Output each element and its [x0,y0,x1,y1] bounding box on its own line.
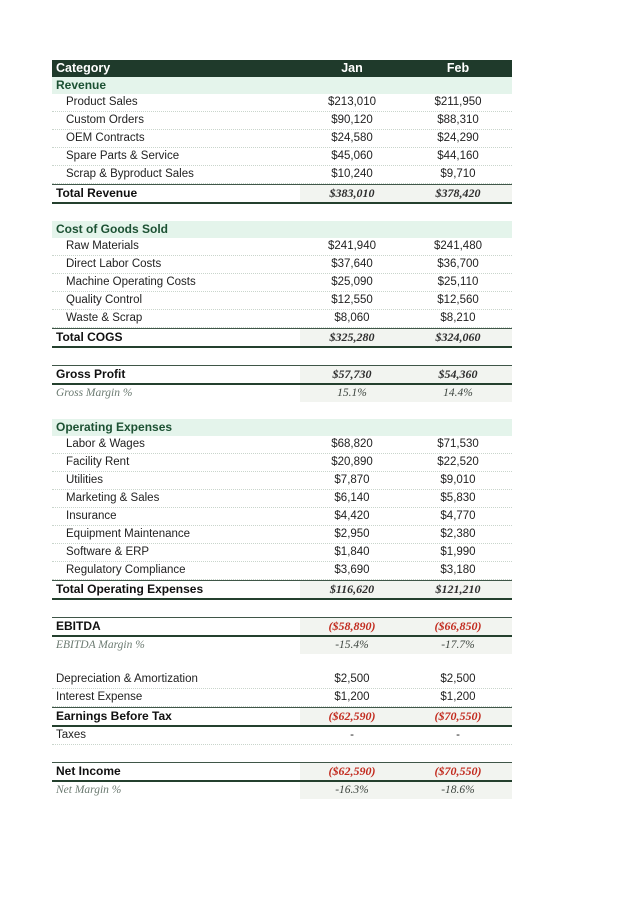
table-row [52,385,512,402]
feb-value-cell: $211,950 [434,96,482,108]
table-row [52,221,512,238]
row-label: Equipment Maintenance [66,528,191,540]
jan-value-cell: $1,200 [334,691,370,703]
row-label: Regulatory Compliance [66,564,186,576]
row-label: Gross Profit [56,367,126,381]
row-label: Taxes [56,729,87,741]
jan-value-cell: $325,280 [300,329,404,346]
feb-value-cell: $1,200 [440,691,476,703]
row-label: Total COGS [56,330,123,344]
spacer-row [52,402,512,419]
feb-value-cell: -18.6% [404,782,512,799]
table-header-row [52,60,512,77]
table-row [52,328,512,348]
jan-value-cell: -15.4% [300,637,404,654]
table-row [52,689,512,707]
feb-value-cell: -17.7% [404,637,512,654]
jan-value-cell: $8,060 [334,312,370,324]
row-label: Operating Expenses [56,420,173,434]
jan-value-cell: ($62,590) [300,763,404,780]
spacer-row [52,348,512,365]
table-row [52,419,512,436]
row-label: Earnings Before Tax [56,709,172,723]
feb-value-cell: ($66,850) [404,618,512,635]
feb-value-cell: $36,700 [437,258,479,270]
feb-value-cell: - [456,729,460,741]
jan-value-cell: $4,420 [334,510,370,522]
table-row [52,112,512,130]
table-row [52,544,512,562]
feb-value-cell [404,221,512,238]
jan-value-cell: $45,060 [331,150,373,162]
jan-value-cell: ($58,890) [300,618,404,635]
row-label: Spare Parts & Service [66,150,180,162]
jan-value-cell: -16.3% [300,782,404,799]
feb-value-cell: ($70,550) [404,708,512,725]
feb-value-cell: ($70,550) [404,763,512,780]
row-label: Utilities [66,474,104,486]
feb-value-cell: $88,310 [437,114,479,126]
table-row [52,490,512,508]
jan-value-cell: $2,950 [334,528,370,540]
row-label: Net Margin % [56,784,122,796]
table-row [52,727,512,745]
spacer-row [52,600,512,617]
table-row [52,94,512,112]
table-row [52,77,512,94]
table-body [52,77,512,799]
feb-value-cell: $54,360 [404,366,512,383]
feb-value-cell: $4,770 [440,510,476,522]
row-label: Labor & Wages [66,438,145,450]
jan-value-cell: $37,640 [331,258,373,270]
jan-value-cell: $213,010 [328,96,376,108]
jan-value-cell: $68,820 [331,438,373,450]
feb-value-cell [404,77,512,94]
jan-value-cell: $20,890 [331,456,373,468]
table-row [52,310,512,328]
row-label: EBITDA [56,619,101,633]
feb-value-cell: $9,010 [440,474,476,486]
table-row [52,580,512,600]
feb-value-cell: $1,990 [440,546,476,558]
jan-value-cell [300,419,404,436]
jan-value-cell: - [350,729,354,741]
table-row [52,562,512,580]
jan-value-cell: $90,120 [331,114,373,126]
spacer-row [52,745,512,762]
feb-value-cell: $8,210 [440,312,476,324]
row-label: Interest Expense [56,691,143,703]
table-row [52,184,512,204]
spacer-row [52,654,512,671]
jan-value-cell: 15.1% [300,385,404,402]
feb-value-cell: $9,710 [440,168,476,180]
jan-value-cell: $7,870 [334,474,370,486]
jan-value-cell: $25,090 [331,276,373,288]
jan-value-cell [300,221,404,238]
feb-value-cell: $324,060 [404,329,512,346]
feb-value-cell: $22,520 [437,456,479,468]
jan-value-cell: $12,550 [331,294,373,306]
feb-value-cell: $5,830 [440,492,476,504]
feb-value-cell: $71,530 [437,438,479,450]
table-row [52,238,512,256]
jan-value-cell: $3,690 [334,564,370,576]
row-label: Product Sales [66,96,138,108]
column-header-feb: Feb [446,61,470,75]
row-label: Insurance [66,510,117,522]
jan-value-cell [300,77,404,94]
feb-value-cell: $12,560 [437,294,479,306]
feb-value-cell: $25,110 [437,276,479,288]
row-label: Quality Control [66,294,143,306]
table-row [52,148,512,166]
column-header-category: Category [56,61,111,75]
row-label: Custom Orders [66,114,144,126]
table-row [52,454,512,472]
feb-value-cell: $2,500 [440,673,476,685]
row-label: Software & ERP [66,546,150,558]
jan-value-cell: $241,940 [328,240,376,252]
table-row [52,274,512,292]
table-row [52,166,512,184]
table-row [52,508,512,526]
table-row [52,130,512,148]
row-label: Direct Labor Costs [66,258,162,270]
income-statement-table [52,60,512,799]
row-label: Facility Rent [66,456,130,468]
table-row [52,365,512,385]
jan-value-cell: $116,620 [300,581,404,598]
feb-value-cell: $24,290 [437,132,479,144]
feb-value-cell: $378,420 [404,185,512,202]
jan-value-cell: $24,580 [331,132,373,144]
table-row [52,617,512,637]
row-label: Cost of Goods Sold [56,222,168,236]
feb-value-cell: 14.4% [404,385,512,402]
feb-value-cell: $3,180 [440,564,476,576]
feb-value-cell: $2,380 [440,528,476,540]
row-label: Marketing & Sales [66,492,160,504]
jan-value-cell: $383,010 [300,185,404,202]
jan-value-cell: $2,500 [334,673,370,685]
row-label: Raw Materials [66,240,139,252]
row-label: Revenue [56,78,107,92]
feb-value-cell: $121,210 [404,581,512,598]
row-label: Machine Operating Costs [66,276,196,288]
row-label: EBITDA Margin % [56,639,145,651]
feb-value-cell: $241,480 [434,240,482,252]
row-label: Gross Margin % [56,387,133,399]
row-label: Depreciation & Amortization [56,673,198,685]
jan-value-cell: $1,840 [334,546,370,558]
row-label: Net Income [56,764,121,778]
row-label: Waste & Scrap [66,312,143,324]
table-row [52,671,512,689]
row-label: OEM Contracts [66,132,145,144]
row-label: Scrap & Byproduct Sales [66,168,194,180]
spacer-row [52,204,512,221]
table-row [52,292,512,310]
table-row [52,526,512,544]
jan-value-cell: ($62,590) [300,708,404,725]
feb-value-cell: $44,160 [437,150,479,162]
row-label: Total Operating Expenses [56,582,204,596]
table-row [52,762,512,782]
table-row [52,256,512,274]
table-row [52,436,512,454]
table-row [52,637,512,654]
jan-value-cell: $57,730 [300,366,404,383]
table-row [52,472,512,490]
row-label: Total Revenue [56,186,138,200]
table-row [52,782,512,799]
feb-value-cell [404,419,512,436]
jan-value-cell: $6,140 [334,492,370,504]
table-row [52,707,512,727]
column-header-jan: Jan [341,61,363,75]
jan-value-cell: $10,240 [331,168,373,180]
